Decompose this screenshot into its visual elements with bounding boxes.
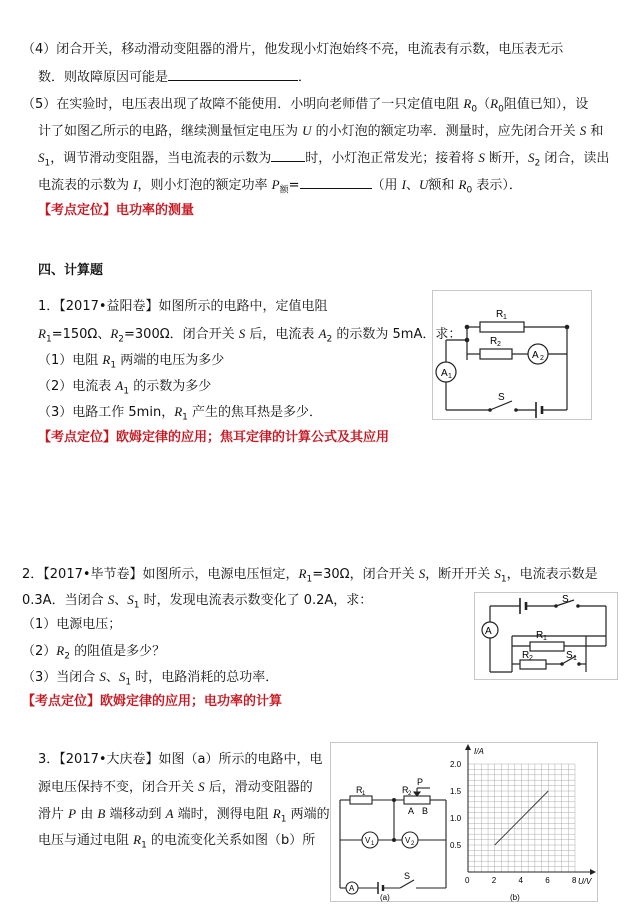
c2-q1: （1）电源电压； (22, 617, 122, 632)
svg-text:2: 2 (408, 791, 412, 797)
c3-line1: 3．【2017•大庆卷】如图（a）所示的电路中，电 (38, 752, 323, 767)
svg-text:1: 1 (371, 841, 375, 847)
c2-q3: （3）当闭合 S、$S_1$ 时，电路消耗的总功率． (22, 669, 279, 688)
x-tick-label: 2 (491, 876, 497, 885)
svg-text:1: 1 (448, 373, 452, 380)
q5-line3: $S_1$，调节滑动变阻器，当电流表的示数为 时，小灯泡正常发光；接着将 S 断开，$S_2$ 闭合，读出 (38, 150, 610, 169)
c2-line1: 2．【2017•毕节卷】如图所示，电源电压恒定，$R_1=30\Omega$，闭合开关 S，断开开关 $S_1$，电流表示数是 (22, 566, 598, 585)
x-tick-label: 0 (465, 876, 470, 885)
chart-ticks (450, 760, 577, 885)
c1-kaodian: 【考点定位】欧姆定律的应用；焦耳定律的计算公式及其应用 (38, 430, 390, 445)
q4-line2: 数．则故障原因可能是 ． (38, 67, 311, 87)
x-tick-label: 6 (545, 876, 550, 885)
svg-text:2: 2 (529, 655, 533, 662)
y-axis-label: I/A (474, 747, 484, 756)
svg-text:S: S (566, 650, 573, 661)
svg-text:1: 1 (573, 655, 577, 662)
answer-blank[interactable] (300, 175, 372, 189)
x-axis-label: U/V (578, 877, 592, 886)
c3-line4: 电压与通过电阻 $R_1$ 的电流变化关系如图（b）所 (38, 832, 316, 851)
svg-text:2: 2 (497, 341, 501, 348)
c2-line2: 0.3A．当闭合 S、$S_1$ 时，发现电流表示数变化了 0.2A，求： (22, 592, 373, 611)
svg-text:2: 2 (540, 355, 544, 362)
svg-text:R: R (402, 785, 409, 795)
circuit-figure-1 (432, 290, 592, 420)
y-tick-label: 0.5 (450, 841, 462, 850)
i-u-chart (440, 742, 600, 902)
svg-text:A: A (441, 368, 448, 379)
c2-kaodian: 【考点定位】欧姆定律的应用；电功率的计算 (22, 694, 283, 709)
c3-line3: 滑片 P 由 B 端移动到 A 端时，测得电阻 $R_1$ 两端的 (38, 806, 330, 825)
svg-text:B: B (422, 806, 429, 816)
q5-line2: 计了如图乙所示的电路，继续测量恒定电压为 U 的小灯泡的额定功率．测量时，应先闭合开关 S 和 (38, 123, 604, 139)
x-axis-arrow (590, 869, 596, 875)
section-title: 四、计算题 (38, 263, 104, 278)
y-axis-arrow (465, 744, 471, 750)
c1-q1: （1）电阻 $R_1$ 两端的电压为多少 (38, 352, 225, 371)
answer-blank[interactable] (271, 148, 305, 162)
svg-text:S: S (562, 594, 569, 605)
svg-text:2: 2 (411, 841, 415, 847)
chart-caption: (b) (510, 893, 520, 902)
svg-text:R: R (496, 309, 504, 320)
q5-line1: （5）在实验时，电压表出现了故障不能使用．小明向老师借了一只定值电阻 $R_0(R_0$阻值已知），设 (22, 96, 589, 115)
svg-text:V: V (365, 836, 371, 845)
x-tick-label: 8 (572, 876, 577, 885)
c3-line2: 源电压保持不变，闭合开关 S 后，滑动变阻器的 (38, 779, 313, 795)
y-tick-label: 1.5 (450, 787, 462, 796)
q4-line1: （4）闭合开关，移动滑动变阻器的滑片，他发现小灯泡始终不亮，电流表有示数，电压表无示 (22, 42, 564, 57)
svg-text:A: A (485, 626, 492, 637)
svg-text:(a): (a) (380, 893, 390, 902)
y-tick-label: 1.0 (450, 814, 462, 823)
q5-kaodian: 【考点定位】电功率的测量 (38, 203, 195, 218)
svg-text:R: R (356, 785, 363, 795)
svg-text:R: R (490, 336, 498, 347)
svg-text:V: V (405, 836, 411, 845)
x-tick-label: 4 (518, 876, 523, 885)
svg-text:P: P (417, 777, 424, 787)
circuit-figure-2 (474, 592, 618, 680)
c1-q3: （3）电路工作 5min，$R_1$ 产生的焦耳热是多少． (38, 404, 323, 423)
svg-text:1: 1 (503, 314, 507, 321)
svg-text:1: 1 (543, 635, 547, 642)
svg-text:A: A (349, 884, 355, 893)
c1-line2: $R_1=150\Omega$、$R_2=300\Omega$．闭合开关 S 后，电流表 $A_2$ 的示数为 5mA．求： (38, 326, 462, 345)
svg-text:R: R (536, 630, 544, 641)
y-tick-label: 2.0 (450, 760, 462, 769)
svg-text:S: S (404, 871, 411, 881)
c1-head: 1．【2017•益阳卷】如图所示的电路中，定值电阻 (38, 299, 328, 314)
svg-text:1: 1 (362, 791, 366, 797)
c2-q2: $(2)R_2$ 的阻值是多少？ (22, 643, 166, 662)
svg-text:A: A (532, 350, 539, 361)
svg-text:A: A (408, 806, 415, 816)
svg-text:R: R (522, 650, 530, 661)
c1-q2: （2）电流表 $A_1$ 的示数为多少 (38, 378, 212, 397)
svg-text:S: S (498, 392, 505, 403)
answer-blank[interactable] (168, 67, 298, 81)
q5-line4: 电流表的示数为 I，则小灯泡的额定功率 $P_额=$ （用 I、U额和 $R_0$ 表示）． (38, 177, 522, 196)
